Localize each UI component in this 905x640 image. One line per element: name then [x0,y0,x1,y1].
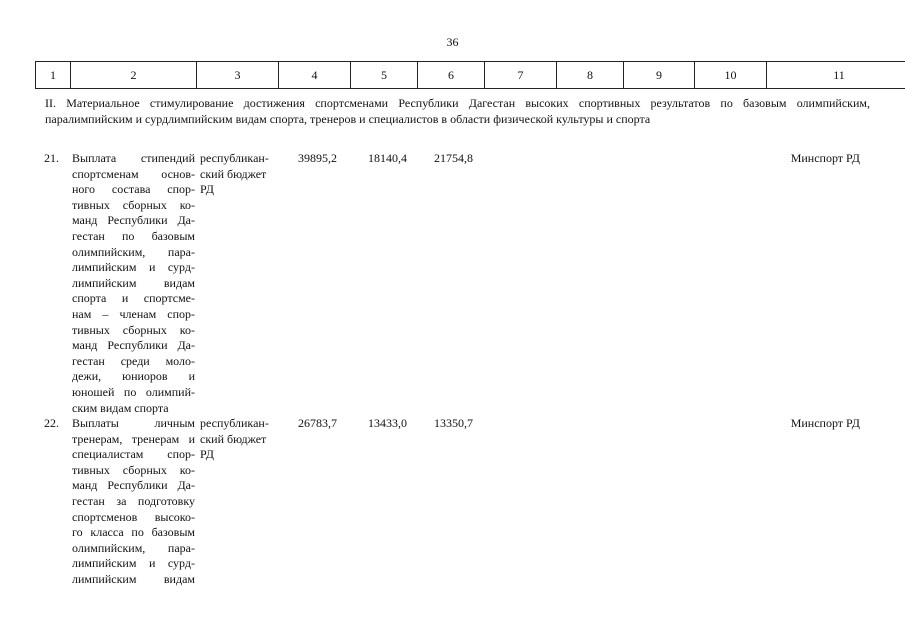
description-line: лимпийским видам [72,275,195,290]
description-line: тивных сборных ко- [72,322,195,337]
description-line: спорта и спортсме- [72,291,195,306]
description-line: олимпийским, пара- [72,540,195,555]
row-value-col4: 26783,7 [298,416,337,430]
column-number-header [35,61,905,89]
description-line: го класса по базовым [72,525,195,540]
description-line: нам – членам спор- [72,306,195,321]
description-line: Выплаты личным [72,416,195,430]
description-line: тивных сборных ко- [72,197,195,212]
description-line: тивных сборных ко- [72,462,195,477]
column-header-3: 3 [197,62,279,89]
page-number: 36 [446,35,459,49]
row-value-col6: 21754,8 [434,151,473,165]
description-line: гестан по базовым [72,228,195,243]
description-line: тренерам, тренерам и [72,431,195,446]
description-line: дежи, юниоров и [72,369,195,384]
row-value-col5: 13433,0 [368,416,407,430]
funding-source-line: РД [200,182,214,197]
description-line: гестан среди моло- [72,353,195,368]
row-value-col4: 39895,2 [298,151,337,165]
description-line: манд Республики Да- [72,478,195,493]
description-line: Выплата стипендий [72,151,195,165]
funding-source-line: РД [200,447,214,462]
funding-source-line: ский бюджет [200,431,267,446]
description-line: специалистам спор- [72,447,195,462]
description-line: ного состава спор- [72,182,195,197]
section-title: II. Материальное стимулирование достижения спортсменами Республики Дагестан высоких спортивных результатов по базовым олимпийским, паралимпийским и сурдлимпийским видам спорта, тренеров и специалистов в области физической культуры и спорта [45,96,870,126]
row-value-col6: 13350,7 [434,416,473,430]
row-executor: Минспорт РД [790,151,860,165]
description-line: спортсменам основ- [72,166,195,181]
column-header-10: 10 [695,62,767,89]
description-line: лимпийским и сурд- [72,556,195,571]
description-line: спортсменов высоко- [72,509,195,524]
funding-source-line: республикан- [200,151,269,165]
description-line: лимпийским видам [72,571,195,586]
row-executor: Минспорт РД [790,416,860,430]
column-header-2: 2 [71,62,197,89]
column-header-6: 6 [418,62,485,89]
description-line: гестан за подготовку [72,493,195,508]
column-header-7: 7 [485,62,557,89]
funding-source-line: республикан- [200,416,269,430]
column-header-8: 8 [557,62,624,89]
column-header-9: 9 [624,62,695,89]
row-value-col5: 18140,4 [368,151,407,165]
column-header-1: 1 [36,62,71,89]
row-funding-source [200,416,282,463]
column-header-4: 4 [279,62,351,89]
funding-source-line: ский бюджет [200,166,267,181]
description-line: ским видам спорта [72,400,169,415]
row-funding-source [200,151,282,198]
description-line: олимпийским, пара- [72,244,195,259]
column-header-11: 11 [767,62,905,89]
column-header-5: 5 [351,62,418,89]
description-line: манд Республики Да- [72,338,195,353]
description-line: юношей по олимпий- [72,384,195,399]
row-number: 21. [44,151,59,165]
row-description [72,416,195,588]
description-line: лимпийским и сурд- [72,260,195,275]
row-number: 22. [44,416,59,430]
description-line: манд Республики Да- [72,213,195,228]
row-description [72,151,195,416]
